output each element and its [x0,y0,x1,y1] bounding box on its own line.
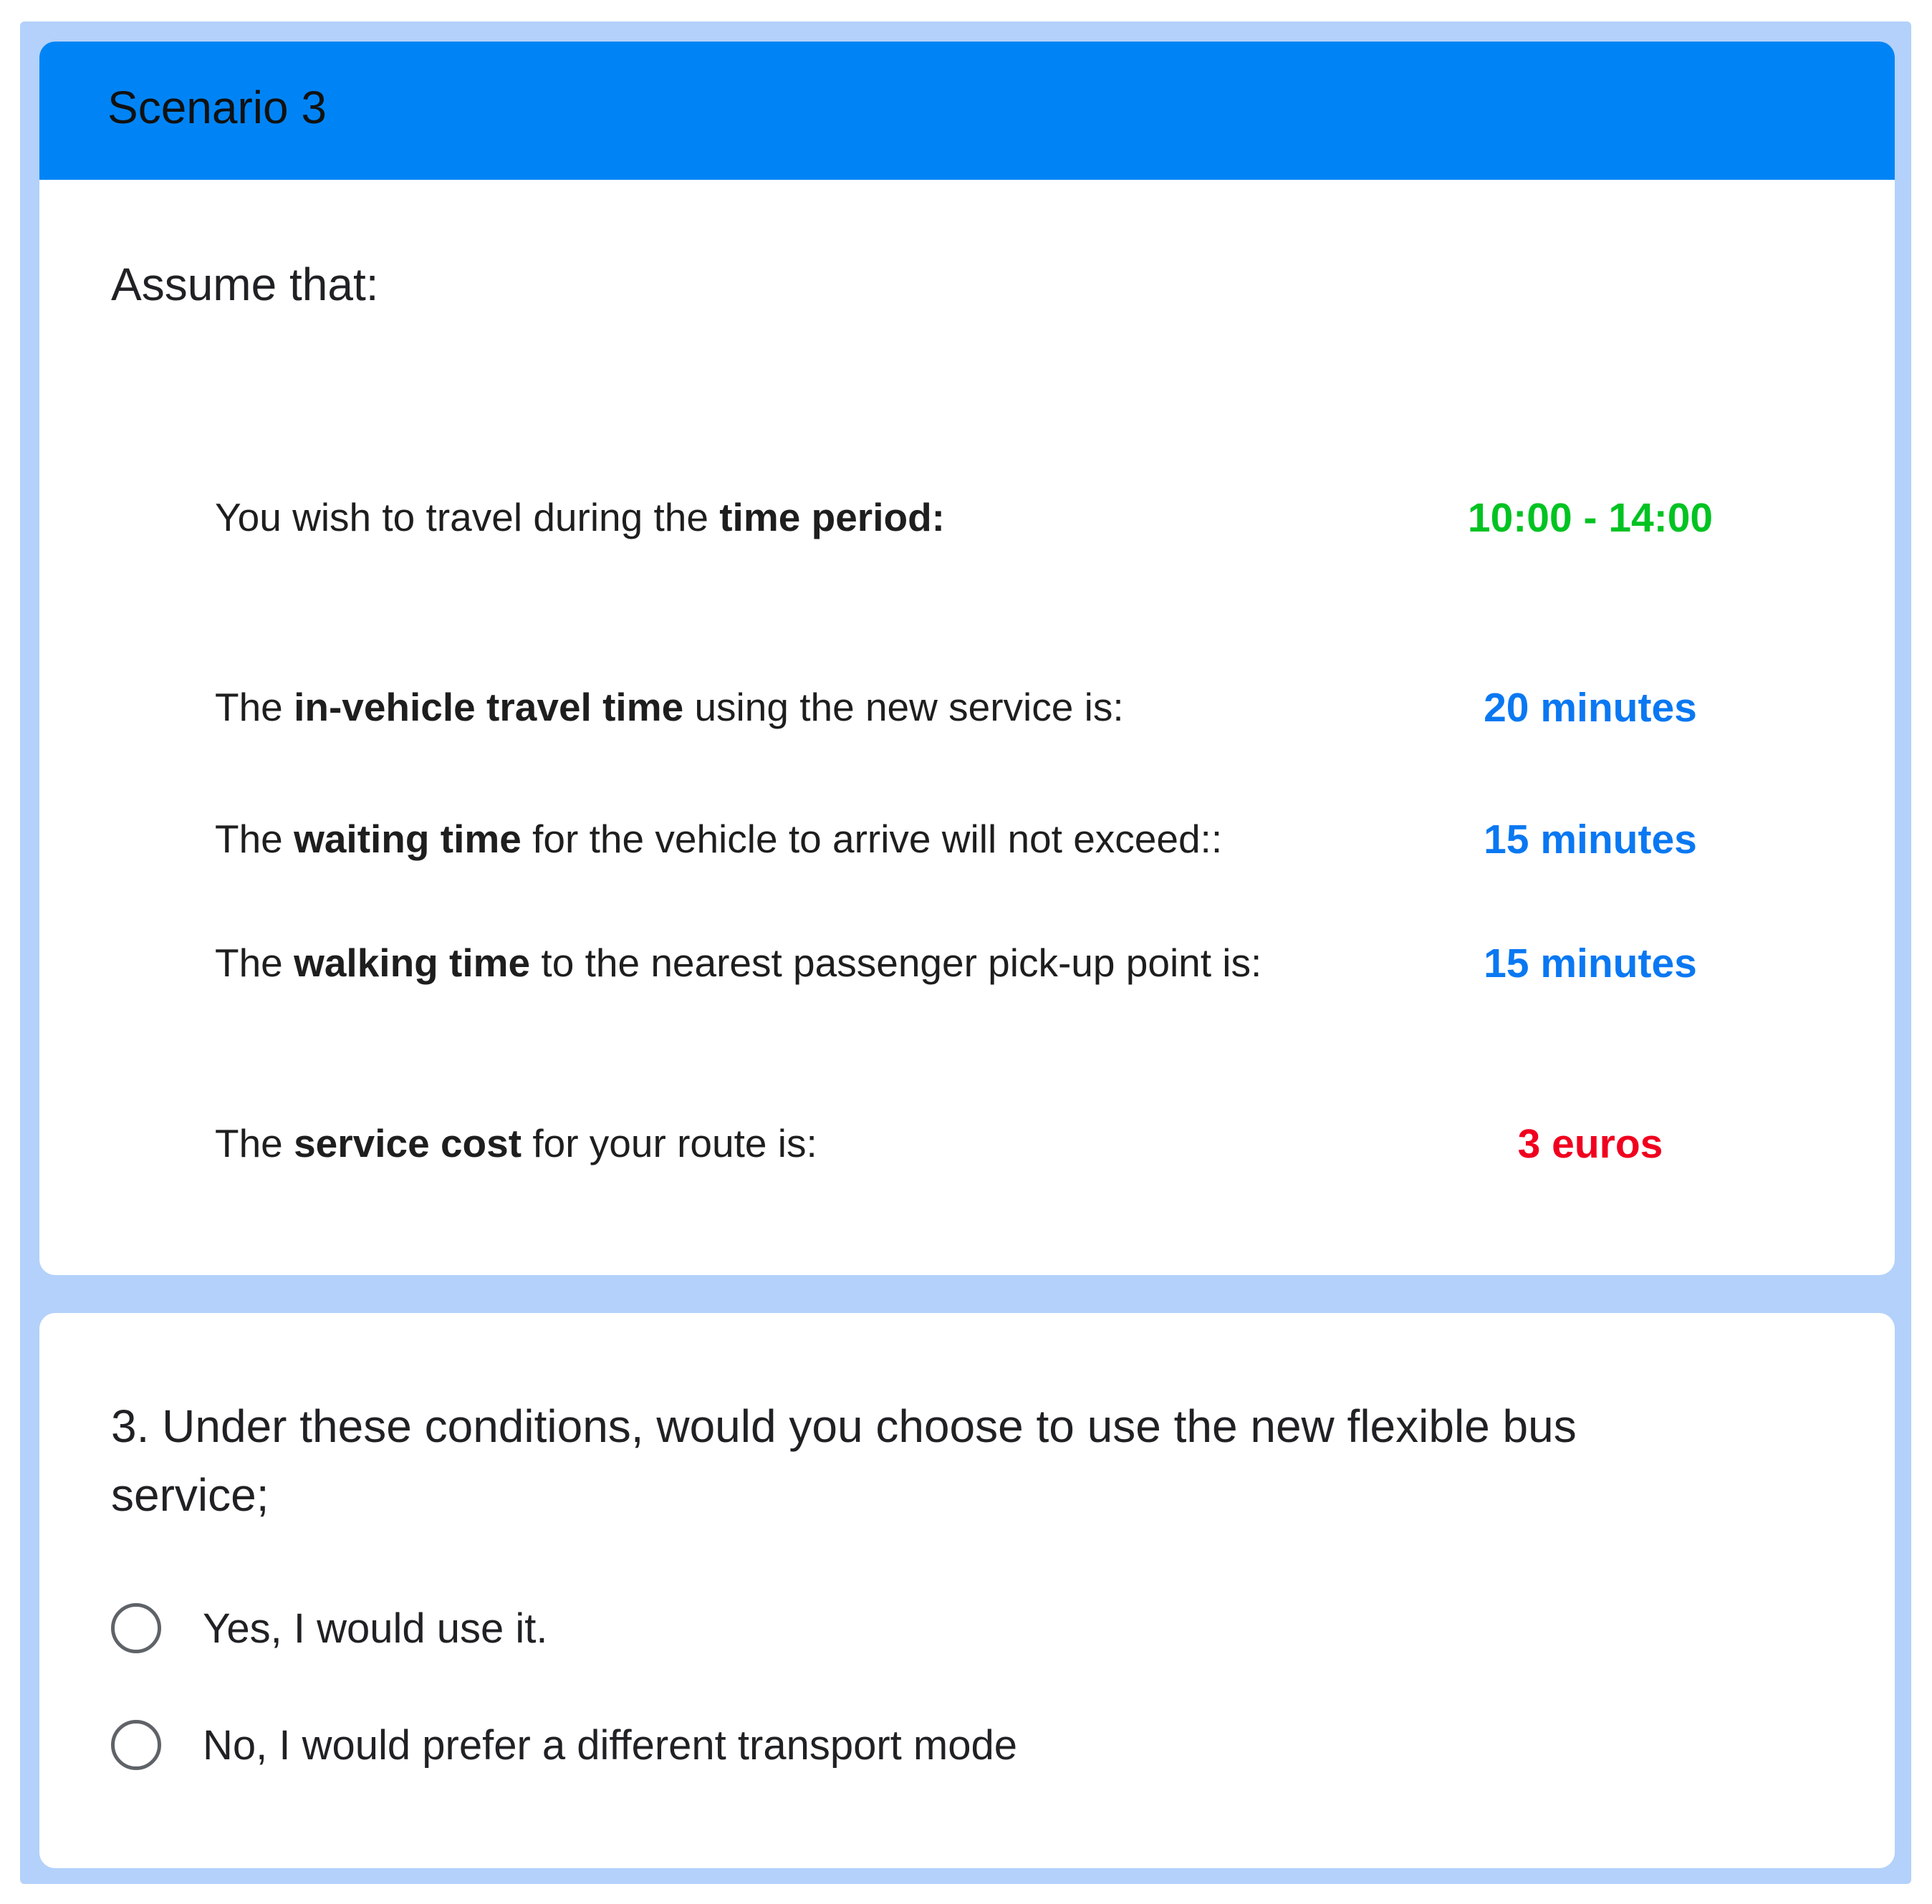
condition-label-in-vehicle-time: The in-vehicle travel time using the new service is: [215,685,1124,729]
condition-label-time-period: You wish to travel during the time period: [215,495,945,539]
radio-button-yes[interactable] [111,1603,161,1653]
scenario-header [39,42,1895,180]
question-card [39,1313,1895,1868]
option-no-label: No, I would prefer a different transport mode [203,1721,1017,1769]
condition-value-service-cost: 3 euros [1517,1121,1663,1167]
condition-value-time-period: 10:00 - 14:00 [1467,495,1714,541]
radio-button-no[interactable] [111,1720,161,1770]
condition-value-walking-time: 15 minutes [1484,941,1697,986]
intro-text: Assume that: [111,259,379,310]
scenario-title: Scenario 3 [107,82,327,133]
condition-value-waiting-time: 15 minutes [1484,817,1697,862]
condition-label-waiting-time: The waiting time for the vehicle to arrive will not exceed:: [215,817,1223,861]
condition-label-service-cost: The service cost for your route is: [215,1121,817,1165]
question-text: 3. Under these conditions, would you choose to use the new flexible bus service; [111,1400,1577,1521]
condition-label-walking-time: The walking time to the nearest passenger pick-up point is: [215,941,1262,985]
option-no[interactable] [111,1716,1017,1774]
option-yes[interactable] [111,1600,547,1657]
scenario-card [39,42,1895,1275]
condition-value-in-vehicle-time: 20 minutes [1484,685,1697,731]
option-yes-label: Yes, I would use it. [203,1605,548,1652]
